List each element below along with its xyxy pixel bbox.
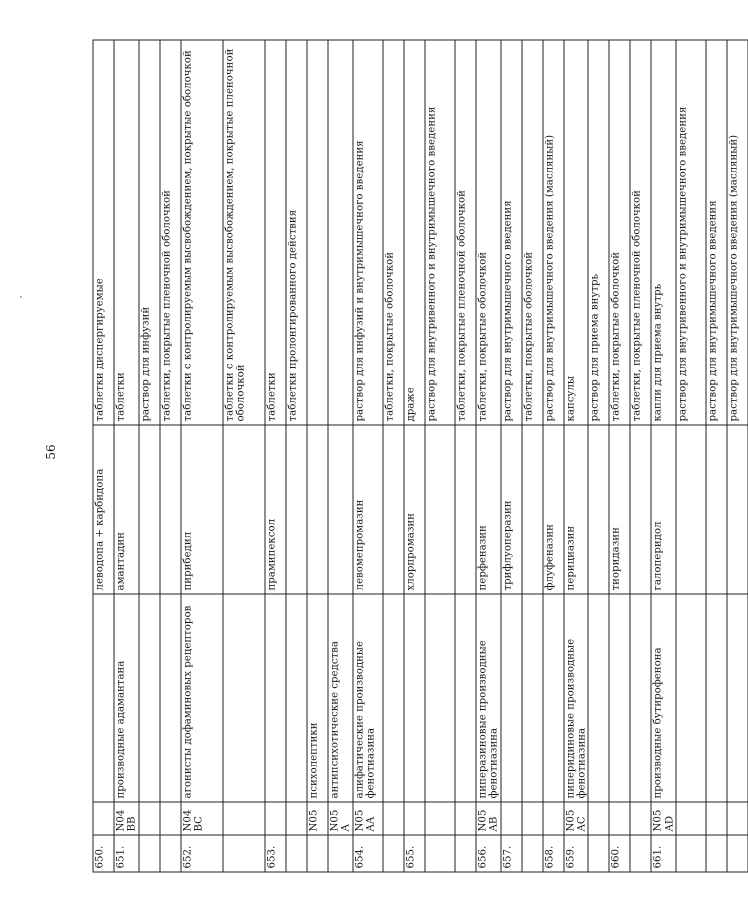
drug-name-cell: тиоридазин bbox=[609, 425, 630, 594]
atc-code-cell: N05AC bbox=[563, 802, 588, 835]
drug-name-cell: пирибедил bbox=[180, 425, 222, 594]
row-number-cell bbox=[588, 835, 609, 872]
table-row bbox=[706, 40, 727, 872]
atc-code-cell bbox=[424, 802, 454, 835]
pharmacological-group-cell bbox=[630, 594, 651, 802]
table-row bbox=[588, 40, 609, 872]
atc-code-cell bbox=[521, 802, 542, 835]
dosage-form-cell: таблетки, покрытые оболочкой bbox=[609, 40, 630, 425]
table-row bbox=[382, 40, 403, 872]
atc-code-cell bbox=[382, 802, 403, 835]
drug-registry-table bbox=[92, 39, 748, 872]
row-number-cell: 655. bbox=[403, 835, 424, 872]
drug-name-cell bbox=[521, 425, 542, 594]
table-row bbox=[93, 40, 114, 872]
table-row bbox=[454, 40, 475, 872]
table-row bbox=[352, 40, 382, 872]
atc-code-cell bbox=[500, 802, 521, 835]
row-number-cell bbox=[630, 835, 651, 872]
row-number-cell bbox=[285, 835, 306, 872]
pharmacological-group-cell bbox=[382, 594, 403, 802]
dosage-form-cell: таблетки, покрытые оболочкой bbox=[521, 40, 542, 425]
table-row bbox=[521, 40, 542, 872]
row-number-cell bbox=[706, 835, 727, 872]
pharmacological-group-cell: пиперазиновые производные фенотиазина bbox=[475, 594, 500, 802]
table-row bbox=[114, 40, 139, 872]
dosage-form-cell: капсулы bbox=[563, 40, 588, 425]
pharmacological-group-cell bbox=[285, 594, 306, 802]
drug-name-cell: перфеназин bbox=[475, 425, 500, 594]
table-row bbox=[651, 40, 676, 872]
table-row bbox=[630, 40, 651, 872]
dosage-form-cell: таблетки с контролируемым высвобождением, покрытые оболочкой bbox=[180, 40, 222, 425]
table-row bbox=[306, 40, 327, 872]
row-number-cell: 654. bbox=[352, 835, 382, 872]
table-row bbox=[327, 40, 352, 872]
atc-code-cell bbox=[264, 802, 285, 835]
table-row bbox=[222, 40, 264, 872]
row-number-cell: 652. bbox=[180, 835, 222, 872]
drug-name-cell bbox=[454, 425, 475, 594]
pharmacological-group-cell: производные адамантана bbox=[114, 594, 139, 802]
atc-code-cell bbox=[588, 802, 609, 835]
row-number-cell: 650. bbox=[93, 835, 114, 872]
pharmacological-group-cell bbox=[403, 594, 424, 802]
row-number-cell: 656. bbox=[475, 835, 500, 872]
drug-name-cell bbox=[159, 425, 180, 594]
table-row bbox=[609, 40, 630, 872]
atc-code-cell bbox=[403, 802, 424, 835]
dosage-form-cell bbox=[306, 40, 327, 425]
table-row bbox=[500, 40, 521, 872]
atc-code-cell bbox=[706, 802, 727, 835]
row-number-cell: 659. bbox=[563, 835, 588, 872]
drug-name-cell bbox=[588, 425, 609, 594]
row-number-cell bbox=[454, 835, 475, 872]
atc-code-cell bbox=[727, 802, 748, 835]
atc-code-cell: N05AD bbox=[651, 802, 676, 835]
table-row bbox=[285, 40, 306, 872]
atc-code-cell bbox=[542, 802, 563, 835]
table-row bbox=[264, 40, 285, 872]
atc-code-cell bbox=[222, 802, 264, 835]
row-number-cell bbox=[306, 835, 327, 872]
atc-code-cell bbox=[138, 802, 159, 835]
pharmacological-group-cell bbox=[609, 594, 630, 802]
row-number-cell bbox=[676, 835, 706, 872]
drug-name-cell: флуфеназин bbox=[542, 425, 563, 594]
table-row bbox=[676, 40, 706, 872]
dosage-form-cell: таблетки, покрытые пленочной оболочкой bbox=[630, 40, 651, 425]
dosage-form-cell bbox=[327, 40, 352, 425]
pharmacological-group-cell bbox=[264, 594, 285, 802]
dosage-form-cell: раствор для внутримышечного введения bbox=[706, 40, 727, 425]
pharmacological-group-cell: психолептики bbox=[306, 594, 327, 802]
table-row bbox=[563, 40, 588, 872]
drug-name-cell bbox=[382, 425, 403, 594]
dosage-form-cell: таблетки bbox=[264, 40, 285, 425]
atc-code-cell: N04BC bbox=[180, 802, 222, 835]
pharmacological-group-cell bbox=[454, 594, 475, 802]
drug-name-cell bbox=[630, 425, 651, 594]
table-row bbox=[159, 40, 180, 872]
atc-code-cell bbox=[93, 802, 114, 835]
table-row bbox=[403, 40, 424, 872]
dosage-form-cell: капли для приема внутрь bbox=[651, 40, 676, 425]
pharmacological-group-cell bbox=[222, 594, 264, 802]
pharmacological-group-cell: алифатические производные фенотиазина bbox=[352, 594, 382, 802]
pharmacological-group-cell: пиперидиновые производные фенотиазина bbox=[563, 594, 588, 802]
dosage-form-cell: раствор для внутривенного и внутримышечного введения bbox=[424, 40, 454, 425]
pharmacological-group-cell: антипсихотические средства bbox=[327, 594, 352, 802]
pharmacological-group-cell bbox=[542, 594, 563, 802]
dosage-form-cell: таблетки, покрытые пленочной оболочкой bbox=[159, 40, 180, 425]
drug-name-cell bbox=[727, 425, 748, 594]
dosage-form-cell: раствор для внутримышечного введения bbox=[500, 40, 521, 425]
pharmacological-group-cell: производные бутирофенона bbox=[651, 594, 676, 802]
dosage-form-cell: раствор для приема внутрь bbox=[588, 40, 609, 425]
row-number-cell: 660. bbox=[609, 835, 630, 872]
row-number-cell bbox=[222, 835, 264, 872]
drug-name-cell bbox=[706, 425, 727, 594]
pharmacological-group-cell bbox=[676, 594, 706, 802]
pharmacological-group-cell bbox=[93, 594, 114, 802]
scan-artifact bbox=[20, 296, 22, 298]
row-number-cell: 653. bbox=[264, 835, 285, 872]
pharmacological-group-cell bbox=[500, 594, 521, 802]
atc-code-cell bbox=[454, 802, 475, 835]
atc-code-cell bbox=[285, 802, 306, 835]
row-number-cell: 658. bbox=[542, 835, 563, 872]
row-number-cell bbox=[382, 835, 403, 872]
table-body bbox=[93, 40, 748, 872]
dosage-form-cell: таблетки пролонгированного действия bbox=[285, 40, 306, 425]
pharmacological-group-cell: агонисты дофаминовых рецепторов bbox=[180, 594, 222, 802]
table-row bbox=[424, 40, 454, 872]
atc-code-cell: N05 bbox=[306, 802, 327, 835]
dosage-form-cell: раствор для внутримышечного введения (масляный) bbox=[727, 40, 748, 425]
row-number-cell bbox=[521, 835, 542, 872]
drug-name-cell: амантадин bbox=[114, 425, 139, 594]
row-number-cell: 657. bbox=[500, 835, 521, 872]
pharmacological-group-cell bbox=[521, 594, 542, 802]
row-number-cell bbox=[138, 835, 159, 872]
row-number-cell: 661. bbox=[651, 835, 676, 872]
drug-name-cell bbox=[676, 425, 706, 594]
dosage-form-cell: таблетки диспергируемые bbox=[93, 40, 114, 425]
drug-name-cell bbox=[285, 425, 306, 594]
atc-code-cell bbox=[630, 802, 651, 835]
drug-table-region bbox=[92, 40, 740, 872]
atc-code-cell bbox=[676, 802, 706, 835]
pharmacological-group-cell bbox=[727, 594, 748, 802]
dosage-form-cell: таблетки bbox=[114, 40, 139, 425]
drug-name-cell: перициазин bbox=[563, 425, 588, 594]
rotated-table-frame bbox=[92, 40, 740, 872]
row-number-cell bbox=[727, 835, 748, 872]
atc-code-cell: N04BB bbox=[114, 802, 139, 835]
atc-code-cell bbox=[159, 802, 180, 835]
dosage-form-cell: таблетки, покрытые пленочной оболочкой bbox=[454, 40, 475, 425]
page-number: 56 bbox=[44, 444, 58, 460]
atc-code-cell: N05AB bbox=[475, 802, 500, 835]
drug-name-cell: хлорпромазин bbox=[403, 425, 424, 594]
row-number-cell bbox=[159, 835, 180, 872]
row-number-cell: 651. bbox=[114, 835, 139, 872]
dosage-form-cell: раствор для внутривенного и внутримышечного введения bbox=[676, 40, 706, 425]
row-number-cell bbox=[327, 835, 352, 872]
dosage-form-cell: таблетки, покрытые оболочкой bbox=[382, 40, 403, 425]
atc-code-cell bbox=[609, 802, 630, 835]
table-row bbox=[475, 40, 500, 872]
dosage-form-cell: таблетки с контролируемым высвобождением, покрытые пленочной оболочкой bbox=[222, 40, 264, 425]
drug-name-cell bbox=[222, 425, 264, 594]
drug-name-cell: левомепромазин bbox=[352, 425, 382, 594]
table-row bbox=[542, 40, 563, 872]
drug-name-cell: галоперидол bbox=[651, 425, 676, 594]
drug-name-cell: прамипексол bbox=[264, 425, 285, 594]
pharmacological-group-cell bbox=[706, 594, 727, 802]
drug-name-cell bbox=[424, 425, 454, 594]
pharmacological-group-cell bbox=[138, 594, 159, 802]
drug-name-cell bbox=[138, 425, 159, 594]
dosage-form-cell: драже bbox=[403, 40, 424, 425]
drug-name-cell: трифлуоперазин bbox=[500, 425, 521, 594]
dosage-form-cell: раствор для инфузий bbox=[138, 40, 159, 425]
drug-name-cell bbox=[306, 425, 327, 594]
table-row bbox=[138, 40, 159, 872]
drug-name-cell bbox=[327, 425, 352, 594]
dosage-form-cell: раствор для инфузий и внутримышечного введения bbox=[352, 40, 382, 425]
table-row bbox=[180, 40, 222, 872]
pharmacological-group-cell bbox=[424, 594, 454, 802]
row-number-cell bbox=[424, 835, 454, 872]
dosage-form-cell: таблетки, покрытые оболочкой bbox=[475, 40, 500, 425]
pharmacological-group-cell bbox=[588, 594, 609, 802]
drug-name-cell: леводопа + карбидопа bbox=[93, 425, 114, 594]
pharmacological-group-cell bbox=[159, 594, 180, 802]
dosage-form-cell: раствор для внутримышечного введения (масляный) bbox=[542, 40, 563, 425]
atc-code-cell: N05AA bbox=[352, 802, 382, 835]
table-row bbox=[727, 40, 748, 872]
atc-code-cell: N05A bbox=[327, 802, 352, 835]
